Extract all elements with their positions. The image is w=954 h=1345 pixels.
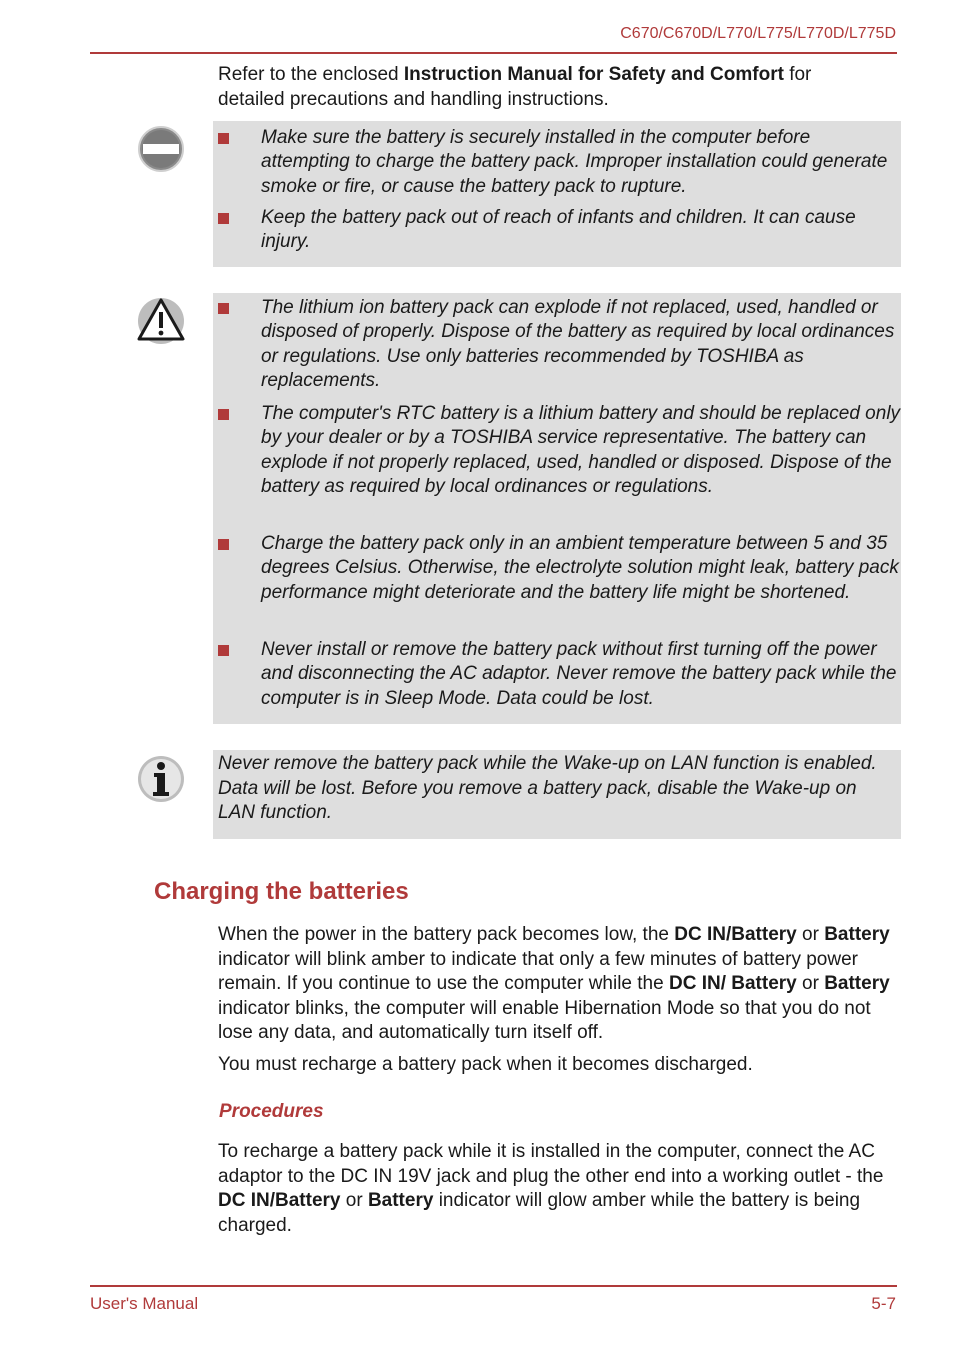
bullet-square: [218, 645, 229, 656]
header-model: C670/C670D/L770/L775/L770D/L775D: [620, 25, 896, 42]
paragraph-procedures: To recharge a battery pack while it is installed in the computer, connect the AC adaptor to the DC IN 19V jack and plug the other end into a working outlet - the DC IN/Battery or Battery indicator will glow amber while the battery is being charged.: [218, 1141, 884, 1236]
prohibition-box: Make sure the battery is securely installed in the computer before attempting to charge the battery pack. Improper installation could generate smoke or fire, or cause the battery pack to rupture. Keep the battery pack out of reach of infants and children. It can cause injury.: [213, 121, 901, 267]
footer-rule: [90, 1285, 897, 1287]
prohibition-icon: [136, 124, 186, 174]
warning-triangle-icon: [136, 295, 186, 345]
warning-box: The lithium ion battery pack can explode if not replaced, used, handled or disposed of properly. Dispose of the battery as required by local ordinances or regulations. Use only batteries recommended by TOSHIBA as replacements. The computer's RTC battery is a lithium battery and should be replaced only by your dealer or by a TOSHIBA service representative. The battery can explode if not properly replaced, used, handled or disposed. Dispose of the battery as required by local ordinances or regulations. Charge the battery pack only in an ambient temperature between 5 and 35 degrees Celsius. Otherwise, the electrolyte solution might leak, battery pack performance might deteriorate and the battery life might be shortened. Never install or remove the battery pack without first turning off the power and disconnecting the AC adaptor. Never remove the battery pack while the computer is in Sleep Mode. Data could be lost.: [213, 293, 901, 724]
paragraph-charging: When the power in the battery pack becomes low, the DC IN/Battery or Battery indicator will blink amber to indicate that only a few minutes of battery power remain. If you continue to use the computer while the DC IN/ Battery or Battery indicator blinks, the computer will enable Hibernation Mode so that you do not lose any data, and automatically turn itself off.: [218, 924, 890, 1043]
header-rule: [90, 52, 897, 54]
bullet-square: [218, 213, 229, 224]
bullet-square: [218, 303, 229, 314]
intro-paragraph: Refer to the enclosed Instruction Manual for Safety and Comfort for detailed precautions and handling instructions.: [218, 64, 812, 110]
bullet-square: [218, 539, 229, 550]
bullet-square: [218, 133, 229, 144]
info-icon: [136, 754, 186, 804]
section-title: Charging the batteries: [154, 878, 409, 905]
bullet-square: [218, 409, 229, 420]
info-box: [213, 750, 901, 839]
footer-title: User's Manual: [90, 1294, 199, 1313]
page-number: 5-7: [871, 1294, 896, 1313]
info-note: Never remove the battery pack while the Wake-up on LAN function is enabled. Data will be lost. Before you remove a battery pack, disable the Wake-up on LAN function.: [218, 753, 877, 823]
subsection-title: Procedures: [219, 1101, 324, 1122]
paragraph-recharge: You must recharge a battery pack when it becomes discharged.: [218, 1054, 753, 1075]
